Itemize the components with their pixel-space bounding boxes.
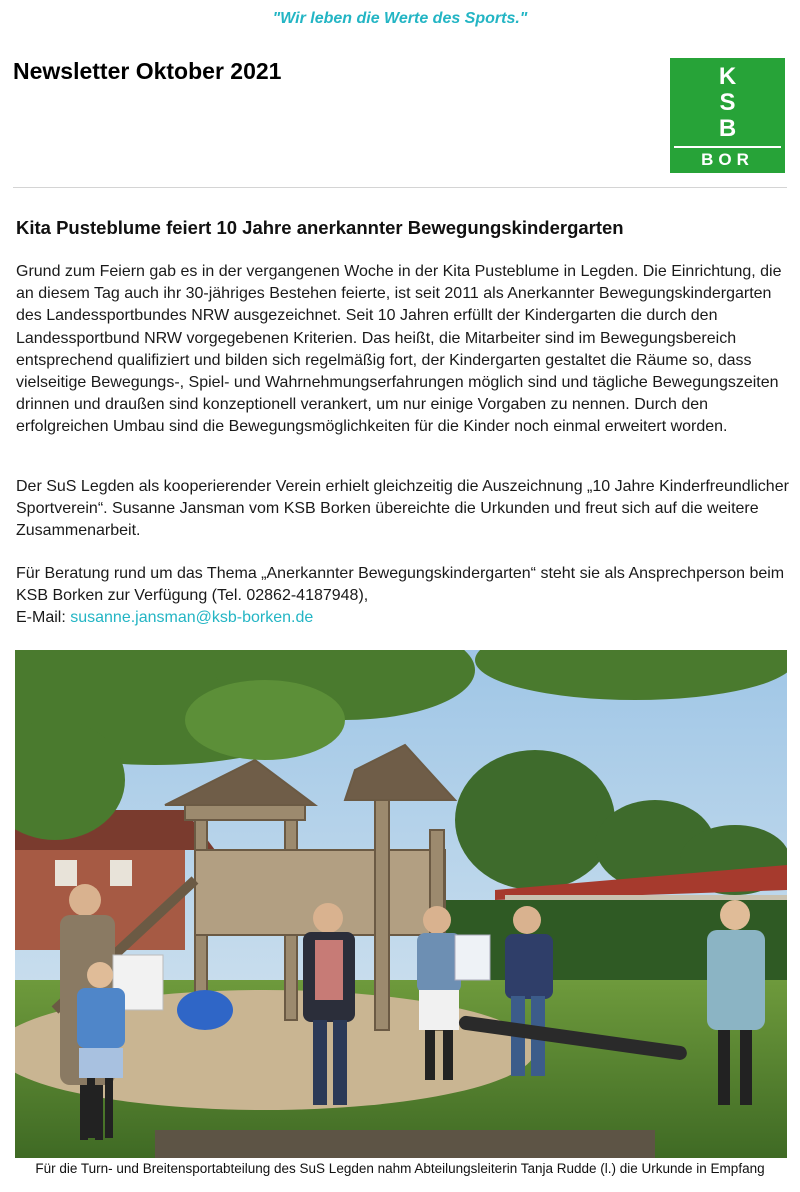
- email-line: [16, 607, 791, 629]
- header-divider: [13, 187, 787, 188]
- playground-photo-illustration: [15, 650, 787, 1158]
- article-title: Kita Pusteblume feiert 10 Jahre anerkannter Bewegungskindergarten: [16, 217, 624, 238]
- blue-tunnel: [177, 990, 233, 1030]
- newsletter-title: Newsletter Oktober 2021: [13, 58, 282, 84]
- tagline: "Wir leben die Werte des Sports.": [272, 10, 528, 27]
- logo-letters: [670, 64, 785, 142]
- logo-letter-k: K: [718, 63, 737, 90]
- email-label: E-Mail:: [16, 609, 71, 627]
- logo-subtitle: BOR: [701, 150, 754, 169]
- photo-caption: Für die Turn- und Breitensportabteilung des SuS Legden nahm Abteilungsleiterin Tanja Rudde (l.) die Urkunde in Empfang: [35, 1161, 765, 1176]
- sandbox-edge: [155, 1130, 655, 1158]
- logo-letter-b: B: [718, 115, 737, 142]
- article-photo: [15, 650, 787, 1158]
- article-paragraph-1: Grund zum Feiern gab es in der vergangenen Woche in der Kita Pusteblume in Legden. Die Einrichtung, die an diesem Tag auch ihr 30-jähriges Bestehen feierte, ist seit 2011 als Anerkannter Bewegungskindergarten des Landessportbundes NRW ausgezeichnet. Seit 10 Jahren erfüllt der Kindergarten die durch den Landessportbund NRW vorgegebenen Kriterien. Das heißt, die Mitarbeiter sind im Bewegungsbereich entsprechend qualifiziert und bilden sich regelmäßig fort, der Kindergarten gestaltet die Räume so, dass vielseitige Bewegungs-, Spiel- und Wahrnehmungserfahrungen möglich sind und tägliche Bewegungszeiten drinnen und draußen sind konzeptionell verankert, um nur einige Vorgaben zu nennen. Durch den erfolgreichen Umbau sind die Bewegungsmöglichkeiten für die Kinder noch einmal erweitert worden.: [16, 263, 782, 436]
- contact-text: Für Beratung rund um das Thema „Anerkannter Bewegungskindergarten“ steht sie als Ansprechperson beim KSB Borken zur Verfügung (Tel. 02862-4187948),: [16, 565, 785, 605]
- article-paragraph-2: Der SuS Legden als kooperierender Verein erhielt gleichzeitig die Auszeichnung „10 Jahre Kinderfreundlicher Sportverein“. Susanne Jansman vom KSB Borken übereichte die Urkunden und freut sich auf die weitere Zusammenarbeit.: [16, 478, 789, 540]
- logo-letter-s: S: [719, 89, 736, 116]
- article-paragraph-3: [16, 563, 791, 630]
- email-link[interactable]: susanne.jansman@ksb-borken.de: [70, 609, 314, 627]
- logo-separator: [674, 146, 781, 148]
- ksb-bor-logo: [670, 58, 785, 173]
